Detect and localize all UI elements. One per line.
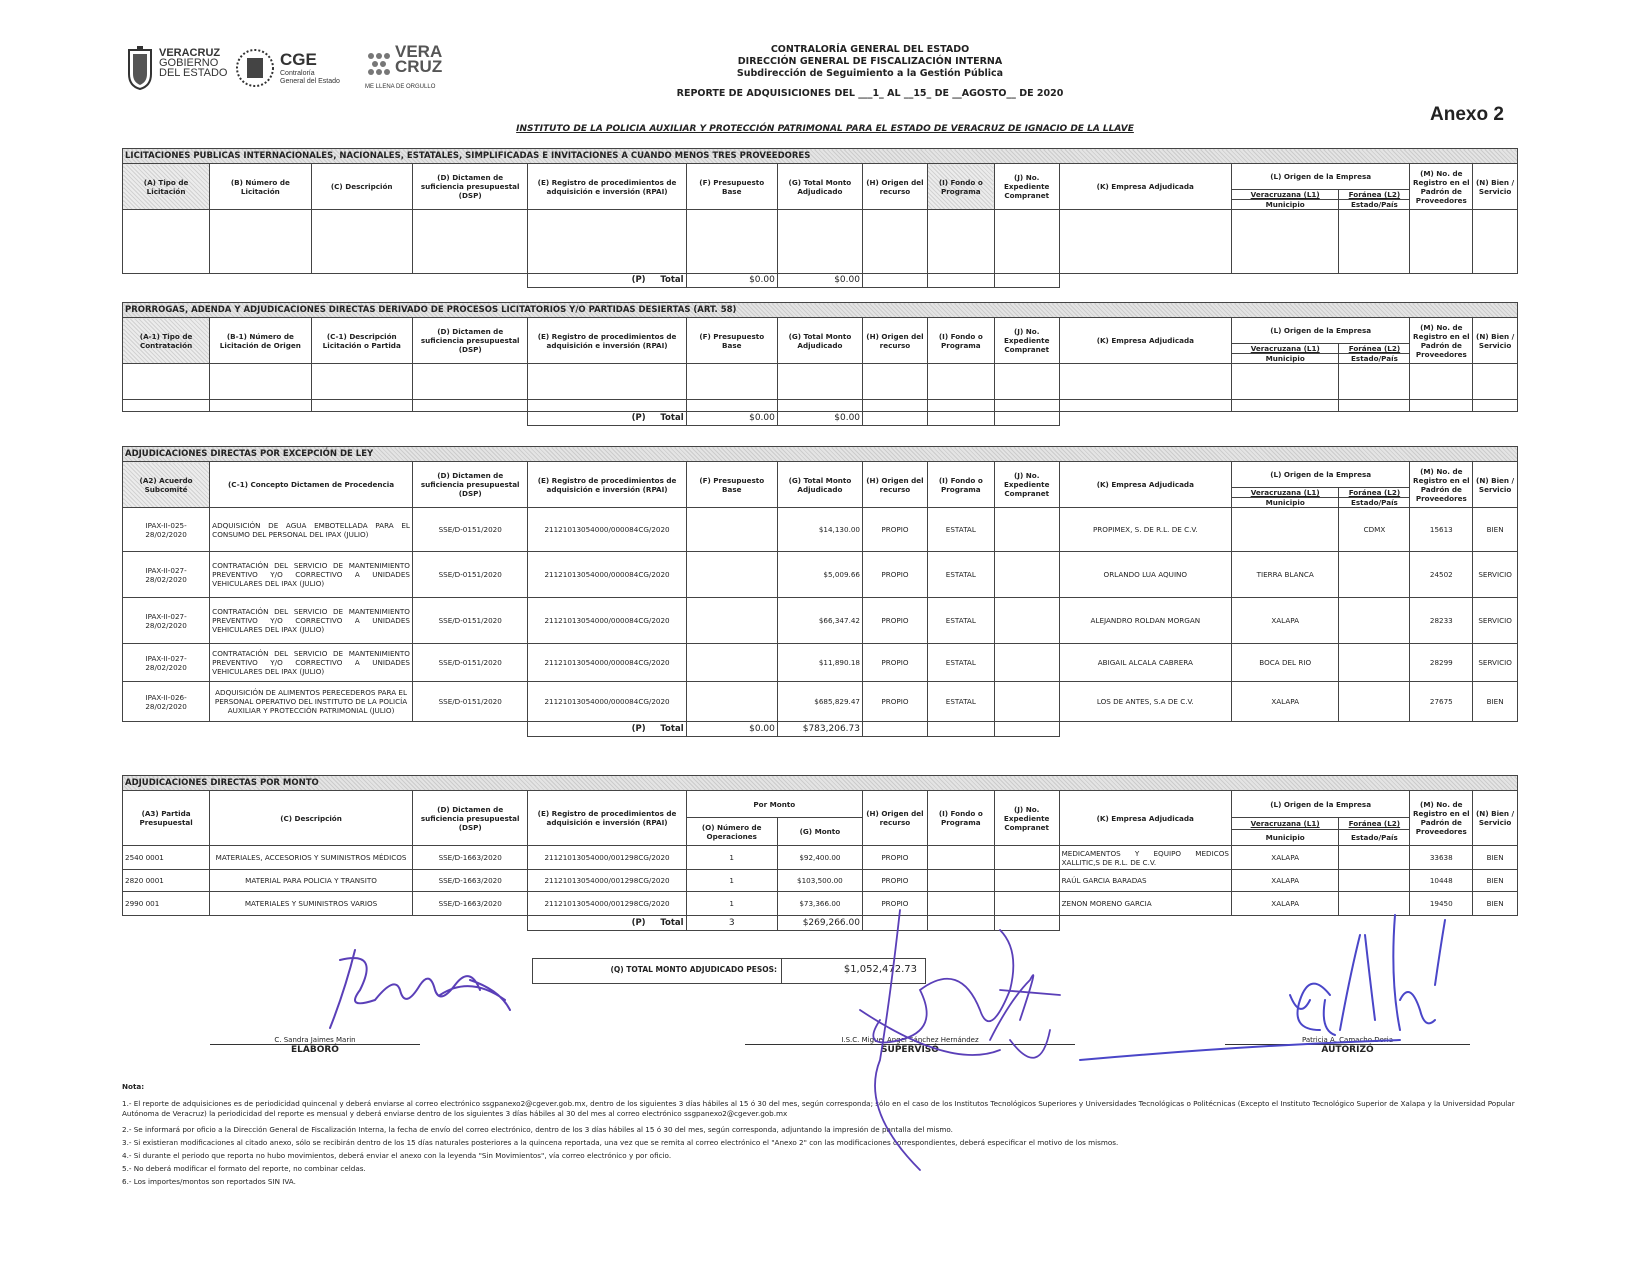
rpai-cell: 21121013054000/000084CG/2020 [528,598,686,644]
col-presupuesto: (F) Presupuesto Base [686,462,777,508]
col-foranea: Foránea (L2) [1339,344,1410,354]
col-bien: (N) Bien / Servicio [1473,164,1518,210]
col-tipo-licitacion: (A) Tipo de Licitación [123,164,210,210]
logo-cge-sub-2: General del Estado [280,78,340,85]
acuerdo-cell: IPAX-II-027-28/02/2020 [123,644,210,682]
estado-cell [1339,846,1410,870]
signer-name: I.S.C. Miguel Angel Sánchez Hernández [841,1036,979,1044]
grand-total-label: (Q) TOTAL MONTO ADJUDICADO PESOS: [610,965,777,974]
col-presupuesto: (F) Presupuesto Base [686,318,777,364]
col-acuerdo: (A2) Acuerdo Subcomité [123,462,210,508]
empresa-cell: RAÚL GARCIA BARADAS [1059,870,1231,892]
col-fondo: (I) Fondo o Programa [927,462,994,508]
compranet-cell [994,598,1059,644]
col-dsp: (D) Dictamen de suficiencia presupuestal (DSP) [412,318,528,364]
origen-cell: PROPIO [862,892,927,916]
col-origen: (H) Origen del recurso [863,318,928,364]
header-line-3: Subdirección de Seguimiento a la Gestión Pública [736,68,1004,79]
fondo-cell: ESTATAL [927,508,994,552]
descripcion-cell: MATERIALES Y SUMINISTROS VARIOS [210,892,413,916]
municipio-cell: XALAPA [1231,682,1338,722]
empresa-cell: ALEJANDRO ROLDAN MORGAN [1059,598,1231,644]
padron-cell: 33638 [1410,846,1473,870]
logo-veracruz-2: GOBIERNO [159,57,219,69]
signer-name: Patricia A. Camacho Doria [1301,1036,1394,1044]
report-period: REPORTE DE ADQUISICIONES DEL ___1_ AL __15_ DE __AGOSTO__ DE 2020 [676,88,1064,99]
total-cell: $66,347.42 [777,598,862,644]
acuerdo-cell: IPAX-II-025-28/02/2020 [123,508,210,552]
section3-title: ADJUDICACIONES DIRECTAS POR EXCEPCIÓN DE LEY [123,447,1518,462]
compranet-cell [994,846,1059,870]
empresa-cell: MEDICAMENTOS Y EQUIPO MEDICOS XALLITIC,S DE R.L. DE C.V. [1059,846,1231,870]
col-municipio: Municipio [1231,498,1338,508]
col-operaciones: (O) Número de Operaciones [686,818,777,846]
note-1: 1.- El reporte de adquisiciones es de periodicidad quincenal y deberá enviarse al correo electrónico ssgpanexo2@cgever.gob.mx, dentro de los siguientes 3 días hábiles al 15 ó 30 del mes, según corresponda; sólo en el caso de los Institutos Tecnológicos Superiores y Universidades Tecnológicas o Politécnicas (Excepto el Instituto Tecnológico Superior de Xalapa y la Universidad Popular Autónoma de Veracruz) la periodicidad del reporte es mensual y deberá enviarse dentro de los siguientes 3 días hábiles al 30 del mes al correo electrónico ssgpanexo2@cgever.gob.mx [122,1099,1515,1118]
partida-cell: 2540 0001 [123,846,210,870]
notes-section [122,1080,1522,1188]
fondo-cell: ESTATAL [927,552,994,598]
partida-cell: 2990 001 [123,892,210,916]
signer-role: SUPERVISÓ [745,1044,1075,1055]
origen-cell: PROPIO [863,644,928,682]
grand-total-box [532,958,926,984]
section3-total-f: $0.00 [686,722,777,737]
concepto-cell: CONTRATACIÓN DEL SERVICIO DE MANTENIMIENTO PREVENTIVO Y/O CORRECTIVO A UNIDADES VEHICULARES DEL IPAX (JULIO) [210,598,413,644]
signer-name: C. Sandra Jaimes Marin [274,1036,356,1044]
signature-autorizo [1225,1036,1470,1055]
col-descripcion: (C) Descripción [210,791,413,846]
signature-elaboro [210,1036,420,1055]
col-concepto: (C-1) Concepto Dictamen de Procedencia [210,462,413,508]
ops-cell: 1 [686,892,777,916]
padron-cell: 10448 [1410,870,1473,892]
header-logos [125,44,475,100]
table-row [123,892,1518,916]
section-excepcion-table [122,446,1518,737]
col-por-monto: Por Monto [686,791,862,818]
monto-cell: $73,366.00 [777,892,862,916]
total-cell: $14,130.00 [777,508,862,552]
col-veracruzana: Veracruzana (L1) [1231,488,1338,498]
bien-cell: BIEN [1473,682,1518,722]
presupuesto-cell [686,644,777,682]
origen-cell: PROPIO [863,508,928,552]
col-fondo: (I) Fondo o Programa [927,318,994,364]
municipio-cell [1231,508,1338,552]
col-dsp: (D) Dictamen de suficiencia presupuestal (DSP) [412,462,528,508]
rpai-cell: 21121013054000/000084CG/2020 [528,682,686,722]
col-empresa: (K) Empresa Adjudicada [1059,462,1231,508]
section3-total-row [123,722,1518,737]
presupuesto-cell [686,598,777,644]
col-tipo-contratacion: (A-1) Tipo de Contratación [123,318,210,364]
col-origen-empresa: (L) Origen de la Empresa [1231,462,1409,488]
institution-name: INSTITUTO DE LA POLICIA AUXILIAR Y PROTECCIÓN PATRIMONAL PARA EL ESTADO DE VERACRUZ DE IGNACIO DE LA LLAVE [516,124,1134,134]
municipio-cell: XALAPA [1231,846,1338,870]
table-row [123,598,1518,644]
empresa-cell: ABIGAIL ALCALA CABRERA [1059,644,1231,682]
section4-total-g: $269,266.00 [777,916,862,931]
estado-cell [1339,644,1410,682]
col-descripcion: (C) Descripción [311,164,412,210]
note-4: 4.- Si durante el periodo que reporta no hubo movimientos, deberá enviar el anexo con la leyenda "Sin Movimientos", vía correo electrónico y por oficio. [122,1151,672,1160]
col-numero-licitacion: (B) Número de Licitación [210,164,311,210]
note-6: 6.- Los importes/montos son reportados SIN IVA. [122,1177,296,1186]
col-dsp: (D) Dictamen de suficiencia presupuestal (DSP) [412,164,528,210]
fondo-cell [927,846,994,870]
origen-cell: PROPIO [863,552,928,598]
dsp-cell: SSE/D-0151/2020 [412,552,528,598]
col-licitacion-origen: (B-1) Número de Licitación de Origen [210,318,311,364]
logo-vera-1: VERA [395,42,443,61]
col-origen: (H) Origen del recurso [862,164,927,210]
ops-cell: 1 [686,870,777,892]
col-compranet: (J) No. Expediente Compranet [994,462,1059,508]
col-municipio: Municipio [1231,830,1338,846]
grand-total-value: $1,052,472.73 [843,964,917,975]
bien-cell: SERVICIO [1473,598,1518,644]
total-cell: $685,829.47 [777,682,862,722]
section-monto-table [122,775,1518,931]
col-estado: Estado/País [1339,354,1410,364]
section2-total-row [123,412,1518,426]
col-veracruzana: Veracruzana (L1) [1231,818,1338,830]
header-line-1: CONTRALORÍA GENERAL DEL ESTADO [770,44,970,55]
notes-title: Nota: [122,1082,145,1091]
section4-total-ops: 3 [686,916,777,931]
signer-role: AUTORIZÓ [1225,1044,1470,1055]
signature-ink-elaboro [330,950,510,1028]
dsp-cell: SSE/D-0151/2020 [412,682,528,722]
section2-total-g: $0.00 [777,412,862,426]
col-origen: (H) Origen del recurso [862,791,927,846]
total-p-label: (P) [631,917,646,928]
rpai-cell: 21121013054000/001298CG/2020 [528,892,686,916]
col-fondo: (I) Fondo o Programa [927,164,994,210]
monto-cell: $103,500.00 [777,870,862,892]
col-compranet: (J) No. Expediente Compranet [994,164,1059,210]
table-row [123,210,1518,274]
compranet-cell [994,508,1059,552]
total-p-label: (P) [631,413,646,423]
total-label: Total [660,413,684,423]
padron-cell: 28299 [1410,644,1473,682]
dsp-cell: SSE/D-0151/2020 [412,508,528,552]
rpai-cell: 21121013054000/001298CG/2020 [528,870,686,892]
logo-cge: CGE [280,50,317,69]
presupuesto-cell [686,508,777,552]
cge-seal-icon [235,46,275,92]
total-cell: $11,890.18 [777,644,862,682]
dsp-cell: SSE/D-1663/2020 [412,870,528,892]
bien-cell: BIEN [1473,846,1518,870]
origen-cell: PROPIO [862,846,927,870]
bien-cell: SERVICIO [1473,552,1518,598]
table-row [123,846,1518,870]
estado-cell: CDMX [1339,508,1410,552]
table-row [123,400,1518,412]
col-origen-empresa: (L) Origen de la Empresa [1231,164,1409,190]
descripcion-cell: MATERIALES, ACCESORIOS Y SUMINISTROS MÉDICOS [210,846,413,870]
col-total: (G) Total Monto Adjudicado [777,318,862,364]
col-fondo: (I) Fondo o Programa [927,791,994,846]
col-foranea: Foránea (L2) [1339,190,1410,200]
col-bien: (N) Bien / Servicio [1473,791,1518,846]
col-padron: (M) No. de Registro en el Padrón de Proveedores [1410,164,1473,210]
origen-cell: PROPIO [863,598,928,644]
col-rpai: (E) Registro de procedimientos de adquisición e inversión (RPAI) [528,164,686,210]
col-bien: (N) Bien / Servicio [1473,318,1518,364]
ops-cell: 1 [686,846,777,870]
concepto-cell: CONTRATACIÓN DEL SERVICIO DE MANTENIMIENTO PREVENTIVO Y/O CORRECTIVO A UNIDADES VEHICULARES DEL IPAX (JULIO) [210,552,413,598]
vera-dots-icon [365,50,393,78]
col-total: (G) Total Monto Adjudicado [777,462,862,508]
compranet-cell [994,552,1059,598]
col-padron: (M) No. de Registro en el Padrón de Proveedores [1410,318,1473,364]
col-origen: (H) Origen del recurso [863,462,928,508]
table-row [123,364,1518,400]
total-p-label: (P) [631,275,646,285]
col-rpai: (E) Registro de procedimientos de adquisición e inversión (RPAI) [528,791,686,846]
bien-cell: SERVICIO [1473,644,1518,682]
fondo-cell [927,892,994,916]
monto-cell: $92,400.00 [777,846,862,870]
bien-cell: BIEN [1473,508,1518,552]
col-monto: (G) Monto [777,818,862,846]
signature-superviso [745,1036,1075,1055]
col-partida: (A3) Partida Presupuestal [123,791,210,846]
total-cell: $5,009.66 [777,552,862,598]
fondo-cell: ESTATAL [927,598,994,644]
padron-cell: 24502 [1410,552,1473,598]
col-descripcion-partida: (C-1) Descripción Licitación o Partida [311,318,412,364]
col-foranea: Foránea (L2) [1339,488,1410,498]
col-origen-empresa: (L) Origen de la Empresa [1231,791,1409,818]
section4-total-row [123,916,1518,931]
municipio-cell: TIERRA BLANCA [1231,552,1338,598]
descripcion-cell: MATERIAL PARA POLICIA Y TRANSITO [210,870,413,892]
presupuesto-cell [686,552,777,598]
note-5: 5.- No deberá modificar el formato del reporte, no combinar celdas. [122,1164,366,1173]
section1-title: LICITACIONES PUBLICAS INTERNACIONALES, NACIONALES, ESTATALES, SIMPLIFICADAS E INVITACIONES A CUANDO MENOS TRES PROVEEDORES [123,149,1518,164]
dsp-cell: SSE/D-0151/2020 [412,644,528,682]
acuerdo-cell: IPAX-II-027-28/02/2020 [123,598,210,644]
col-presupuesto: (F) Presupuesto Base [686,164,777,210]
col-total: (G) Total Monto Adjudicado [777,164,862,210]
table-row [123,552,1518,598]
col-padron: (M) No. de Registro en el Padrón de Proveedores [1410,791,1473,846]
dsp-cell: SSE/D-1663/2020 [412,892,528,916]
col-rpai: (E) Registro de procedimientos de adquisición e inversión (RPAI) [528,318,686,364]
estado-cell [1339,682,1410,722]
section2-total-f: $0.00 [686,412,777,426]
municipio-cell: XALAPA [1231,892,1338,916]
section1-total-g: $0.00 [777,274,862,288]
concepto-cell: ADQUISICIÓN DE AGUA EMBOTELLADA PARA EL CONSUMO DEL PERSONAL DEL IPAX (JULIO) [210,508,413,552]
col-origen-empresa: (L) Origen de la Empresa [1232,318,1410,344]
section4-title: ADJUDICACIONES DIRECTAS POR MONTO [123,776,1518,791]
estado-cell [1339,892,1410,916]
fondo-cell: ESTATAL [927,682,994,722]
empresa-cell: LOS DE ANTES, S.A DE C.V. [1059,682,1231,722]
header-line-2: DIRECCIÓN GENERAL DE FISCALIZACIÓN INTERNA [737,56,1003,67]
note-3: 3.- Si existieran modificaciones al citado anexo, sólo se recibirán dentro de los 15 días naturales posteriores a la quincena reportada, una vez que se remita al correo electrónico el "Anexo 2" con las modificaciones correspondientes, deberá especificar el motivo de los mismos. [122,1138,1119,1147]
concepto-cell: CONTRATACIÓN DEL SERVICIO DE MANTENIMIENTO PREVENTIVO Y/O CORRECTIVO A UNIDADES VEHICULARES DEL IPAX (JULIO) [210,644,413,682]
table-row [123,508,1518,552]
padron-cell: 19450 [1410,892,1473,916]
logo-vera-2: CRUZ [395,57,443,76]
padron-cell: 27675 [1410,682,1473,722]
concepto-cell: ADQUISICIÓN DE ALIMENTOS PERECEDEROS PARA EL PERSONAL OPERATIVO DEL INSTITUTO DE LA POLICÍA AUXILIAR Y PROTECCIÓN PATRIMONIAL (JULIO) [210,682,413,722]
municipio-cell: XALAPA [1231,598,1338,644]
empresa-cell: ZENON MORENO GARCIA [1059,892,1231,916]
estado-cell [1339,598,1410,644]
col-municipio: Municipio [1231,200,1338,210]
col-dsp: (D) Dictamen de suficiencia presupuestal (DSP) [412,791,528,846]
origen-cell: PROPIO [863,682,928,722]
note-2: 2.- Se informará por oficio a la Dirección General de Fiscalización Interna, la fecha de envío del correo electrónico, dentro de los 3 días hábiles al 15 ó 30 del mes, según corresponda, adjuntando la impresión de pantalla del mismo. [122,1125,953,1134]
acuerdo-cell: IPAX-II-026-28/02/2020 [123,682,210,722]
presupuesto-cell [686,682,777,722]
report-header [520,44,1220,100]
col-empresa: (K) Empresa Adjudicada [1059,791,1231,846]
padron-cell: 28233 [1410,598,1473,644]
col-empresa: (K) Empresa Adjudicada [1059,164,1231,210]
signer-role: ELABORÓ [210,1044,420,1055]
compranet-cell [994,644,1059,682]
acuerdo-cell: IPAX-II-027-28/02/2020 [123,552,210,598]
section1-total-f: $0.00 [686,274,777,288]
estado-cell [1339,870,1410,892]
dsp-cell: SSE/D-0151/2020 [412,598,528,644]
rpai-cell: 21121013054000/000084CG/2020 [528,508,686,552]
logo-veracruz-1: VERACRUZ [159,47,221,59]
estado-cell [1339,552,1410,598]
col-bien: (N) Bien / Servicio [1473,462,1518,508]
col-padron: (M) No. de Registro en el Padrón de Proveedores [1410,462,1473,508]
col-compranet: (J) No. Expediente Compranet [994,318,1059,364]
veracruz-shield-icon [125,46,155,90]
rpai-cell: 21121013054000/000084CG/2020 [528,644,686,682]
rpai-cell: 21121013054000/000084CG/2020 [528,552,686,598]
table-row [123,682,1518,722]
total-label: Total [660,275,684,285]
partida-cell: 2820 0001 [123,870,210,892]
municipio-cell: BOCA DEL RIO [1231,644,1338,682]
empresa-cell: PROPIMEX, S. DE R.L. DE C.V. [1059,508,1231,552]
col-rpai: (E) Registro de procedimientos de adquisición e inversión (RPAI) [528,462,686,508]
compranet-cell [994,870,1059,892]
compranet-cell [994,682,1059,722]
col-foranea: Foránea (L2) [1339,818,1410,830]
fondo-cell: ESTATAL [927,644,994,682]
rpai-cell: 21121013054000/001298CG/2020 [528,846,686,870]
section-licitaciones-table [122,148,1518,288]
table-row [123,870,1518,892]
section2-title: PRORROGAS, ADENDA Y ADJUDICACIONES DIRECTAS DERIVADO DE PROCESOS LICITATORIOS Y/O PARTIDAS DESIERTAS (ART. 58) [123,303,1518,318]
section-prorrogas-table [122,302,1518,426]
municipio-cell: XALAPA [1231,870,1338,892]
bien-cell: BIEN [1473,870,1518,892]
col-estado: Estado/País [1339,830,1410,846]
origen-cell: PROPIO [862,870,927,892]
compranet-cell [994,892,1059,916]
section1-total-row [123,274,1518,288]
logo-cge-sub-1: Contraloría [280,70,315,77]
col-veracruzana: Veracruzana (L1) [1231,190,1338,200]
table-row [123,644,1518,682]
empresa-cell: ORLANDO LUA AQUINO [1059,552,1231,598]
total-label: Total [660,917,684,928]
col-empresa: (K) Empresa Adjudicada [1059,318,1231,364]
fondo-cell [927,870,994,892]
total-p-label: (P) [631,723,646,734]
padron-cell: 15613 [1410,508,1473,552]
col-estado: Estado/País [1339,498,1410,508]
col-estado: Estado/País [1339,200,1410,210]
dsp-cell: SSE/D-1663/2020 [412,846,528,870]
anexo-label: Anexo 2 [1430,104,1504,125]
col-veracruzana: Veracruzana (L1) [1232,344,1339,354]
col-compranet: (J) No. Expediente Compranet [994,791,1059,846]
total-label: Total [660,723,684,734]
logo-veracruz-3: DEL ESTADO [159,67,228,79]
section3-total-g: $783,206.73 [777,722,862,737]
col-municipio: Municipio [1232,354,1339,364]
bien-cell: BIEN [1473,892,1518,916]
logo-vera-sub: ME LLENA DE ORGULLO [365,84,436,90]
